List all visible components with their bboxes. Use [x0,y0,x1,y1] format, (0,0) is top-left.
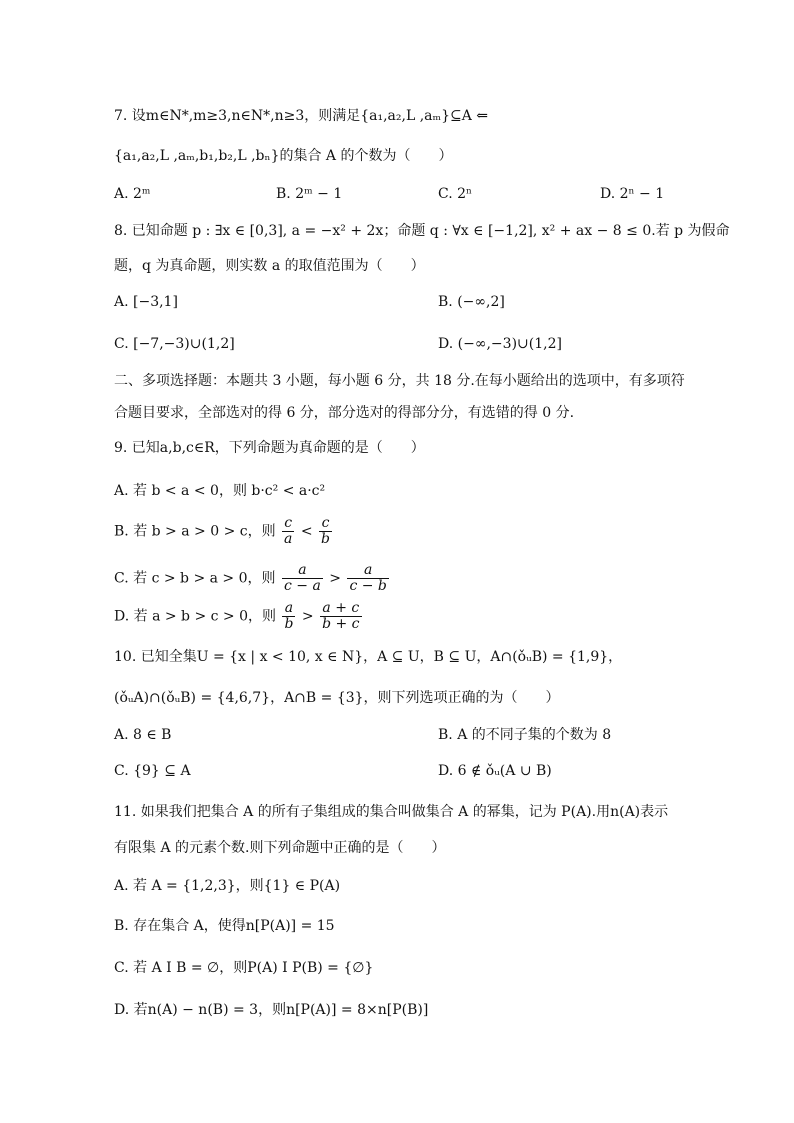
q7-option-b: B. 2ᵐ − 1 [276,186,343,202]
q9-option-c-operator: > [329,570,341,587]
q9-d-f1-numerator: a [282,601,295,617]
q11-stem-line2: 有限集 A 的元素个数.则下列命题中正确的是（ ） [114,840,446,856]
q7-stem-line1: 7. 设m∈N*,m≥3,n∈N*,n≥3，则满足{a₁,a₂,L ,aₘ}⊆A ⇐ [114,108,489,124]
q8-option-b: B. (−∞,2] [438,294,505,310]
q8-stem-line2: 题，q 为真命题，则实数 a 的取值范围为（ ） [114,258,425,274]
q9-option-c-fraction-left [282,563,323,594]
q11-option-d: D. 若n(A) − n(B) = 3，则n[P(A)] = 8×n[P(B)] [114,1002,429,1018]
q9-c-f1-numerator: a [282,563,323,579]
q10-option-d: D. 6 ∉ ǒᵤ(A ∪ B) [438,763,552,779]
q7-option-a: A. 2ᵐ [114,186,151,202]
q8-option-d: D. (−∞,−3)∪(1,2] [438,336,562,352]
q9-option-c-fraction-right [347,563,388,594]
q7-stem-line2: {a₁,a₂,L ,aₘ,b₁,b₂,L ,bₙ}的集合 A 的个数为（ ） [114,148,453,164]
q11-stem-line1: 11. 如果我们把集合 A 的所有子集组成的集合叫做集合 A 的幂集，记为 P(A).用n(A)表示 [114,804,669,820]
q11-option-c: C. 若 A I B = ∅，则P(A) I P(B) = {∅} [114,960,374,976]
q9-option-d-fraction-left [282,601,295,632]
q9-option-b [114,516,334,547]
q9-option-b-fraction-left [282,516,294,547]
q9-b-f1-denominator: a [284,531,293,547]
q11-option-b: B. 存在集合 A，使得n[P(A)] = 15 [114,918,335,934]
q7-option-d: D. 2ⁿ − 1 [600,186,665,202]
q9-c-f2-denominator: c − b [349,578,387,594]
q9-b-f1-numerator: c [282,516,294,532]
q9-option-d [114,601,364,632]
q8-option-c: C. [−7,−3)∪(1,2] [114,336,235,352]
q7-option-c: C. 2ⁿ [438,186,473,202]
q8-option-a: A. [−3,1] [114,294,178,310]
section2-instructions-line1: 二、多项选择题：本题共 3 小题，每小题 6 分，共 18 分.在每小题给出的选项中，有多项符 [114,373,685,389]
q10-stem-line1: 10. 已知全集U = {x | x < 10, x ∈ N}，A ⊆ U，B ⊆ U，A∩(ǒᵤB) = {1,9}， [114,649,623,665]
q9-option-b-fraction-right [319,516,332,547]
q9-option-c [114,563,391,594]
q9-d-f2-numerator: a + c [320,601,361,617]
q9-d-f2-denominator: b + c [322,616,360,632]
q9-option-d-operator: > [301,608,314,625]
q9-stem: 9. 已知a,b,c∈R，下列命题为真命题的是（ ） [114,440,425,456]
q8-stem-line1: 8. 已知命题 p : ∃x ∈ [0,3], a = −x² + 2x；命题 q : ∀x ∈ [−1,2], x² + ax − 8 ≤ 0.若 p 为假命 [114,223,730,239]
q9-option-a: A. 若 b < a < 0，则 b·c² < a·c² [114,483,326,499]
q9-c-f2-numerator: a [347,563,388,579]
q9-b-f2-denominator: b [321,531,331,547]
q10-option-b: B. A 的不同子集的个数为 8 [438,727,612,743]
q10-option-c: C. {9} ⊆ A [114,763,191,779]
q10-stem-line2: (ǒᵤA)∩(ǒᵤB) = {4,6,7}，A∩B = {3}，则下列选项正确的为（ ） [114,690,560,706]
q9-d-f1-denominator: b [284,616,294,632]
q11-option-a: A. 若 A = {1,2,3}，则{1} ∈ P(A) [114,878,341,894]
section2-instructions-line2: 合题目要求，全部选对的得 6 分，部分选对的得部分分，有选错的得 0 分. [114,405,575,421]
q9-option-b-operator: < [300,523,313,540]
q10-option-a: A. 8 ∈ B [114,727,172,743]
q9-b-f2-numerator: c [319,516,332,532]
q9-option-b-prefix: B. 若 b > a > 0 > c，则 [114,523,276,540]
q9-option-d-prefix: D. 若 a > b > c > 0，则 [114,608,277,625]
q9-option-d-fraction-right [320,601,361,632]
q9-option-c-prefix: C. 若 c > b > a > 0，则 [114,570,276,587]
q9-c-f1-denominator: c − a [283,578,321,594]
